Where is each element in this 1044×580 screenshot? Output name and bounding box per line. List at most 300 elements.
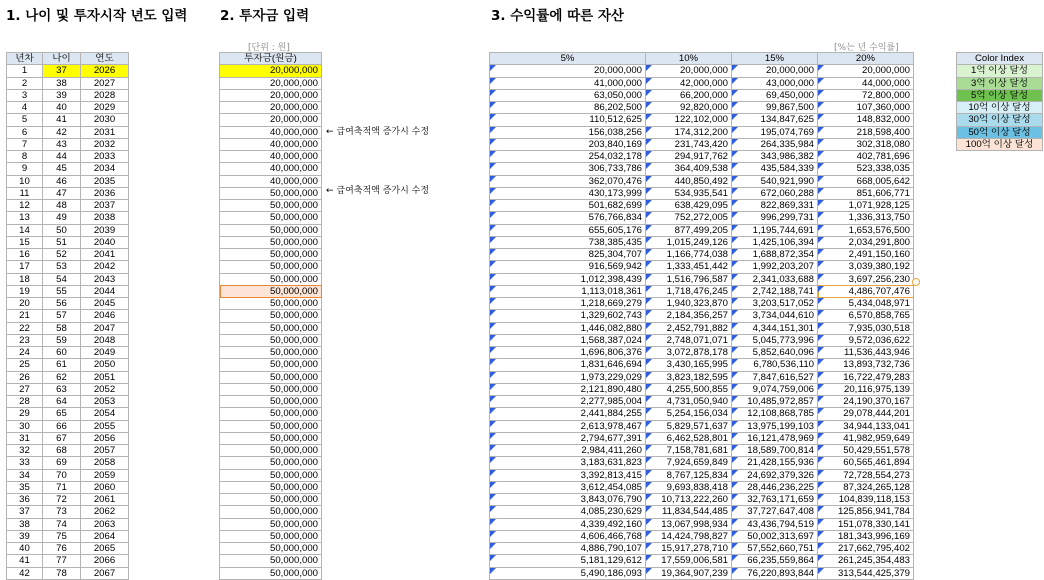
principal-cell[interactable]: 50,000,000 (220, 273, 322, 285)
calendar-year-cell[interactable]: 2057 (81, 445, 129, 457)
calendar-year-cell[interactable]: 2042 (81, 261, 129, 273)
calendar-year-cell[interactable]: 2031 (81, 126, 129, 138)
principal-cell[interactable]: 50,000,000 (220, 494, 322, 506)
asset-20pct-cell[interactable]: 151,078,330,141 (818, 518, 914, 530)
age-cell[interactable]: 54 (43, 273, 81, 285)
asset-5pct-cell[interactable]: 2,277,985,004 (490, 396, 646, 408)
asset-15pct-cell[interactable]: 1,688,872,354 (732, 249, 818, 261)
asset-10pct-cell[interactable]: 174,312,200 (646, 126, 732, 138)
asset-5pct-cell[interactable]: 1,218,669,279 (490, 298, 646, 310)
asset-20pct-cell[interactable]: 2,491,150,160 (818, 249, 914, 261)
asset-5pct-cell[interactable]: 3,392,813,415 (490, 469, 646, 481)
age-cell[interactable]: 63 (43, 383, 81, 395)
age-cell[interactable]: 73 (43, 506, 81, 518)
principal-cell[interactable]: 50,000,000 (220, 457, 322, 469)
asset-20pct-cell[interactable]: 218,598,400 (818, 126, 914, 138)
calendar-year-cell[interactable]: 2052 (81, 383, 129, 395)
asset-15pct-cell[interactable]: 672,060,288 (732, 187, 818, 199)
asset-5pct-cell[interactable]: 916,569,942 (490, 261, 646, 273)
asset-15pct-cell[interactable]: 822,869,331 (732, 200, 818, 212)
principal-cell[interactable]: 50,000,000 (220, 347, 322, 359)
asset-20pct-cell[interactable]: 5,434,048,971 (818, 298, 914, 310)
calendar-year-cell[interactable]: 2026 (81, 65, 129, 77)
year-index-cell[interactable]: 25 (7, 359, 43, 371)
year-index-cell[interactable]: 19 (7, 285, 43, 297)
year-index-cell[interactable]: 21 (7, 310, 43, 322)
calendar-year-cell[interactable]: 2056 (81, 432, 129, 444)
asset-10pct-cell[interactable]: 2,452,791,882 (646, 322, 732, 334)
asset-5pct-cell[interactable]: 156,038,256 (490, 126, 646, 138)
principal-cell[interactable]: 50,000,000 (220, 530, 322, 542)
asset-20pct-cell[interactable]: 11,536,443,946 (818, 347, 914, 359)
asset-10pct-cell[interactable]: 534,935,541 (646, 187, 732, 199)
asset-5pct-cell[interactable]: 4,606,466,768 (490, 530, 646, 542)
principal-cell[interactable]: 20,000,000 (220, 102, 322, 114)
asset-20pct-cell[interactable]: 668,005,642 (818, 175, 914, 187)
year-index-cell[interactable]: 30 (7, 420, 43, 432)
asset-15pct-cell[interactable]: 9,074,759,006 (732, 383, 818, 395)
asset-10pct-cell[interactable]: 1,516,796,587 (646, 273, 732, 285)
calendar-year-cell[interactable]: 2038 (81, 212, 129, 224)
asset-15pct-cell[interactable]: 28,446,236,225 (732, 481, 818, 493)
age-cell[interactable]: 43 (43, 138, 81, 150)
age-cell[interactable]: 49 (43, 212, 81, 224)
principal-cell[interactable]: 50,000,000 (220, 200, 322, 212)
asset-5pct-cell[interactable]: 254,032,178 (490, 151, 646, 163)
principal-cell[interactable]: 50,000,000 (220, 383, 322, 395)
asset-20pct-cell[interactable]: 87,324,265,128 (818, 481, 914, 493)
age-cell[interactable]: 68 (43, 445, 81, 457)
principal-cell[interactable]: 50,000,000 (220, 445, 322, 457)
asset-10pct-cell[interactable]: 42,000,000 (646, 77, 732, 89)
calendar-year-cell[interactable]: 2054 (81, 408, 129, 420)
asset-15pct-cell[interactable]: 57,552,660,751 (732, 543, 818, 555)
asset-20pct-cell[interactable]: 3,039,380,192 (818, 261, 914, 273)
calendar-year-cell[interactable]: 2053 (81, 396, 129, 408)
year-index-cell[interactable]: 23 (7, 334, 43, 346)
year-index-cell[interactable]: 6 (7, 126, 43, 138)
asset-20pct-cell[interactable]: 402,781,696 (818, 151, 914, 163)
calendar-year-cell[interactable]: 2060 (81, 481, 129, 493)
calendar-year-cell[interactable]: 2061 (81, 494, 129, 506)
year-index-cell[interactable]: 11 (7, 187, 43, 199)
principal-cell[interactable]: 40,000,000 (220, 175, 322, 187)
asset-15pct-cell[interactable]: 69,450,000 (732, 89, 818, 101)
asset-15pct-cell[interactable]: 435,584,339 (732, 163, 818, 175)
principal-cell[interactable]: 40,000,000 (220, 163, 322, 175)
asset-20pct-cell[interactable]: 50,429,551,578 (818, 445, 914, 457)
asset-5pct-cell[interactable]: 576,766,834 (490, 212, 646, 224)
asset-5pct-cell[interactable]: 5,490,186,093 (490, 567, 646, 579)
asset-5pct-cell[interactable]: 1,113,018,361 (490, 285, 646, 297)
asset-5pct-cell[interactable]: 2,441,884,255 (490, 408, 646, 420)
year-index-cell[interactable]: 42 (7, 567, 43, 579)
age-cell[interactable]: 65 (43, 408, 81, 420)
principal-cell[interactable]: 50,000,000 (220, 285, 322, 297)
asset-20pct-cell[interactable]: 1,653,576,500 (818, 224, 914, 236)
asset-20pct-cell[interactable]: 9,572,036,622 (818, 334, 914, 346)
age-cell[interactable]: 74 (43, 518, 81, 530)
principal-cell[interactable]: 50,000,000 (220, 396, 322, 408)
asset-10pct-cell[interactable]: 8,767,125,834 (646, 469, 732, 481)
asset-10pct-cell[interactable]: 1,015,249,126 (646, 236, 732, 248)
year-index-cell[interactable]: 18 (7, 273, 43, 285)
asset-5pct-cell[interactable]: 1,446,082,880 (490, 322, 646, 334)
year-index-cell[interactable]: 16 (7, 249, 43, 261)
asset-10pct-cell[interactable]: 638,429,095 (646, 200, 732, 212)
year-index-cell[interactable]: 35 (7, 481, 43, 493)
asset-20pct-cell[interactable]: 125,856,941,784 (818, 506, 914, 518)
asset-10pct-cell[interactable]: 1,166,774,038 (646, 249, 732, 261)
age-cell[interactable]: 66 (43, 420, 81, 432)
asset-20pct-cell[interactable]: 60,565,461,894 (818, 457, 914, 469)
asset-5pct-cell[interactable]: 1,973,229,029 (490, 371, 646, 383)
year-index-cell[interactable]: 10 (7, 175, 43, 187)
asset-10pct-cell[interactable]: 2,184,356,257 (646, 310, 732, 322)
asset-15pct-cell[interactable]: 343,986,382 (732, 151, 818, 163)
principal-cell[interactable]: 20,000,000 (220, 65, 322, 77)
asset-10pct-cell[interactable]: 1,718,476,245 (646, 285, 732, 297)
calendar-year-cell[interactable]: 2059 (81, 469, 129, 481)
asset-10pct-cell[interactable]: 364,409,538 (646, 163, 732, 175)
age-cell[interactable]: 58 (43, 322, 81, 334)
asset-5pct-cell[interactable]: 501,682,699 (490, 200, 646, 212)
asset-20pct-cell[interactable]: 44,000,000 (818, 77, 914, 89)
asset-10pct-cell[interactable]: 294,917,762 (646, 151, 732, 163)
year-index-cell[interactable]: 40 (7, 543, 43, 555)
year-index-cell[interactable]: 3 (7, 89, 43, 101)
asset-15pct-cell[interactable]: 3,203,517,052 (732, 298, 818, 310)
asset-10pct-cell[interactable]: 9,693,838,418 (646, 481, 732, 493)
asset-5pct-cell[interactable]: 3,183,631,823 (490, 457, 646, 469)
principal-cell[interactable]: 20,000,000 (220, 89, 322, 101)
asset-20pct-cell[interactable]: 261,245,354,483 (818, 555, 914, 567)
asset-5pct-cell[interactable]: 430,173,999 (490, 187, 646, 199)
age-cell[interactable]: 38 (43, 77, 81, 89)
asset-15pct-cell[interactable]: 2,341,033,688 (732, 273, 818, 285)
asset-5pct-cell[interactable]: 2,613,978,467 (490, 420, 646, 432)
calendar-year-cell[interactable]: 2045 (81, 298, 129, 310)
year-index-cell[interactable]: 29 (7, 408, 43, 420)
calendar-year-cell[interactable]: 2028 (81, 89, 129, 101)
age-cell[interactable]: 48 (43, 200, 81, 212)
asset-10pct-cell[interactable]: 1,940,323,870 (646, 298, 732, 310)
calendar-year-cell[interactable]: 2051 (81, 371, 129, 383)
principal-cell[interactable]: 50,000,000 (220, 261, 322, 273)
calendar-year-cell[interactable]: 2036 (81, 187, 129, 199)
age-cell[interactable]: 41 (43, 114, 81, 126)
year-index-cell[interactable]: 39 (7, 530, 43, 542)
calendar-year-cell[interactable]: 2047 (81, 322, 129, 334)
asset-10pct-cell[interactable]: 14,424,798,827 (646, 530, 732, 542)
asset-5pct-cell[interactable]: 86,202,500 (490, 102, 646, 114)
age-cell[interactable]: 62 (43, 371, 81, 383)
asset-20pct-cell[interactable]: 851,606,771 (818, 187, 914, 199)
year-index-cell[interactable]: 12 (7, 200, 43, 212)
year-index-cell[interactable]: 20 (7, 298, 43, 310)
age-cell[interactable]: 72 (43, 494, 81, 506)
principal-cell[interactable]: 50,000,000 (220, 371, 322, 383)
calendar-year-cell[interactable]: 2067 (81, 567, 129, 579)
principal-cell[interactable]: 50,000,000 (220, 236, 322, 248)
asset-10pct-cell[interactable]: 7,158,781,681 (646, 445, 732, 457)
asset-15pct-cell[interactable]: 1,195,744,691 (732, 224, 818, 236)
asset-10pct-cell[interactable]: 3,430,165,995 (646, 359, 732, 371)
asset-10pct-cell[interactable]: 6,462,528,801 (646, 432, 732, 444)
age-cell[interactable]: 51 (43, 236, 81, 248)
age-cell[interactable]: 44 (43, 151, 81, 163)
age-cell[interactable]: 40 (43, 102, 81, 114)
age-cell[interactable]: 53 (43, 261, 81, 273)
principal-cell[interactable]: 50,000,000 (220, 408, 322, 420)
asset-15pct-cell[interactable]: 43,436,794,519 (732, 518, 818, 530)
age-cell[interactable]: 50 (43, 224, 81, 236)
asset-5pct-cell[interactable]: 3,843,076,790 (490, 494, 646, 506)
asset-5pct-cell[interactable]: 110,512,625 (490, 114, 646, 126)
year-index-cell[interactable]: 22 (7, 322, 43, 334)
calendar-year-cell[interactable]: 2032 (81, 138, 129, 150)
year-index-cell[interactable]: 17 (7, 261, 43, 273)
year-index-cell[interactable]: 31 (7, 432, 43, 444)
asset-10pct-cell[interactable]: 5,254,156,034 (646, 408, 732, 420)
principal-cell[interactable]: 50,000,000 (220, 469, 322, 481)
asset-5pct-cell[interactable]: 362,070,476 (490, 175, 646, 187)
calendar-year-cell[interactable]: 2049 (81, 347, 129, 359)
year-index-cell[interactable]: 28 (7, 396, 43, 408)
year-index-cell[interactable]: 37 (7, 506, 43, 518)
calendar-year-cell[interactable]: 2029 (81, 102, 129, 114)
asset-15pct-cell[interactable]: 16,121,478,969 (732, 432, 818, 444)
calendar-year-cell[interactable]: 2046 (81, 310, 129, 322)
principal-cell[interactable]: 50,000,000 (220, 322, 322, 334)
principal-cell[interactable]: 50,000,000 (220, 359, 322, 371)
age-cell[interactable]: 55 (43, 285, 81, 297)
age-cell[interactable]: 61 (43, 359, 81, 371)
asset-15pct-cell[interactable]: 5,045,773,996 (732, 334, 818, 346)
asset-15pct-cell[interactable]: 996,299,731 (732, 212, 818, 224)
asset-10pct-cell[interactable]: 5,829,571,637 (646, 420, 732, 432)
asset-15pct-cell[interactable]: 2,742,188,741 (732, 285, 818, 297)
year-index-cell[interactable]: 33 (7, 457, 43, 469)
calendar-year-cell[interactable]: 2037 (81, 200, 129, 212)
asset-5pct-cell[interactable]: 1,329,602,743 (490, 310, 646, 322)
asset-20pct-cell[interactable]: 302,318,080 (818, 138, 914, 150)
asset-5pct-cell[interactable]: 1,696,806,376 (490, 347, 646, 359)
asset-10pct-cell[interactable]: 10,713,222,260 (646, 494, 732, 506)
year-index-cell[interactable]: 27 (7, 383, 43, 395)
asset-5pct-cell[interactable]: 41,000,000 (490, 77, 646, 89)
asset-20pct-cell[interactable]: 2,034,291,800 (818, 236, 914, 248)
asset-15pct-cell[interactable]: 5,852,640,096 (732, 347, 818, 359)
asset-5pct-cell[interactable]: 203,840,169 (490, 138, 646, 150)
asset-5pct-cell[interactable]: 20,000,000 (490, 65, 646, 77)
asset-10pct-cell[interactable]: 92,820,000 (646, 102, 732, 114)
age-cell[interactable]: 37 (43, 65, 81, 77)
age-cell[interactable]: 60 (43, 347, 81, 359)
age-cell[interactable]: 77 (43, 555, 81, 567)
asset-20pct-cell[interactable]: 20,000,000 (818, 65, 914, 77)
age-cell[interactable]: 71 (43, 481, 81, 493)
fill-handle[interactable] (912, 278, 920, 286)
asset-15pct-cell[interactable]: 1,425,106,394 (732, 236, 818, 248)
calendar-year-cell[interactable]: 2030 (81, 114, 129, 126)
asset-5pct-cell[interactable]: 306,733,786 (490, 163, 646, 175)
asset-10pct-cell[interactable]: 19,364,907,239 (646, 567, 732, 579)
asset-10pct-cell[interactable]: 440,850,492 (646, 175, 732, 187)
age-cell[interactable]: 64 (43, 396, 81, 408)
asset-15pct-cell[interactable]: 6,780,536,110 (732, 359, 818, 371)
calendar-year-cell[interactable]: 2035 (81, 175, 129, 187)
principal-cell[interactable]: 50,000,000 (220, 212, 322, 224)
calendar-year-cell[interactable]: 2044 (81, 285, 129, 297)
asset-20pct-cell[interactable]: 16,722,479,283 (818, 371, 914, 383)
calendar-year-cell[interactable]: 2039 (81, 224, 129, 236)
asset-20pct-cell[interactable]: 41,982,959,649 (818, 432, 914, 444)
asset-20pct-cell[interactable]: 313,544,425,379 (818, 567, 914, 579)
calendar-year-cell[interactable]: 2048 (81, 334, 129, 346)
principal-cell[interactable]: 40,000,000 (220, 151, 322, 163)
asset-15pct-cell[interactable]: 264,335,984 (732, 138, 818, 150)
age-cell[interactable]: 78 (43, 567, 81, 579)
age-cell[interactable]: 59 (43, 334, 81, 346)
calendar-year-cell[interactable]: 2033 (81, 151, 129, 163)
asset-5pct-cell[interactable]: 1,012,398,439 (490, 273, 646, 285)
asset-5pct-cell[interactable]: 2,984,411,260 (490, 445, 646, 457)
asset-15pct-cell[interactable]: 1,992,203,207 (732, 261, 818, 273)
asset-15pct-cell[interactable]: 18,589,700,814 (732, 445, 818, 457)
principal-cell[interactable]: 50,000,000 (220, 543, 322, 555)
age-cell[interactable]: 67 (43, 432, 81, 444)
asset-20pct-cell[interactable]: 7,935,030,518 (818, 322, 914, 334)
asset-10pct-cell[interactable]: 3,823,182,595 (646, 371, 732, 383)
asset-15pct-cell[interactable]: 24,692,379,326 (732, 469, 818, 481)
asset-10pct-cell[interactable]: 17,559,006,581 (646, 555, 732, 567)
principal-cell[interactable]: 50,000,000 (220, 298, 322, 310)
age-cell[interactable]: 39 (43, 89, 81, 101)
asset-5pct-cell[interactable]: 4,339,492,160 (490, 518, 646, 530)
asset-20pct-cell[interactable]: 72,728,554,273 (818, 469, 914, 481)
asset-5pct-cell[interactable]: 825,304,707 (490, 249, 646, 261)
asset-20pct-cell[interactable]: 34,944,133,041 (818, 420, 914, 432)
asset-20pct-cell[interactable]: 29,078,444,201 (818, 408, 914, 420)
asset-10pct-cell[interactable]: 3,072,878,178 (646, 347, 732, 359)
year-index-cell[interactable]: 8 (7, 151, 43, 163)
age-cell[interactable]: 47 (43, 187, 81, 199)
calendar-year-cell[interactable]: 2055 (81, 420, 129, 432)
principal-cell[interactable]: 50,000,000 (220, 420, 322, 432)
asset-15pct-cell[interactable]: 4,344,151,301 (732, 322, 818, 334)
asset-10pct-cell[interactable]: 231,743,420 (646, 138, 732, 150)
year-index-cell[interactable]: 2 (7, 77, 43, 89)
asset-10pct-cell[interactable]: 7,924,659,849 (646, 457, 732, 469)
asset-10pct-cell[interactable]: 877,499,205 (646, 224, 732, 236)
asset-20pct-cell[interactable]: 3,697,256,230 (818, 273, 914, 285)
calendar-year-cell[interactable]: 2064 (81, 530, 129, 542)
principal-cell[interactable]: 40,000,000 (220, 126, 322, 138)
asset-5pct-cell[interactable]: 738,385,435 (490, 236, 646, 248)
asset-20pct-cell[interactable]: 6,570,858,765 (818, 310, 914, 322)
year-index-cell[interactable]: 1 (7, 65, 43, 77)
asset-15pct-cell[interactable]: 20,000,000 (732, 65, 818, 77)
asset-15pct-cell[interactable]: 66,235,559,864 (732, 555, 818, 567)
year-index-cell[interactable]: 24 (7, 347, 43, 359)
asset-20pct-cell[interactable]: 13,893,732,736 (818, 359, 914, 371)
asset-15pct-cell[interactable]: 540,921,990 (732, 175, 818, 187)
principal-cell[interactable]: 50,000,000 (220, 481, 322, 493)
age-cell[interactable]: 56 (43, 298, 81, 310)
year-index-cell[interactable]: 38 (7, 518, 43, 530)
age-cell[interactable]: 76 (43, 543, 81, 555)
asset-10pct-cell[interactable]: 2,748,071,071 (646, 334, 732, 346)
asset-10pct-cell[interactable]: 11,834,544,485 (646, 506, 732, 518)
asset-5pct-cell[interactable]: 655,605,176 (490, 224, 646, 236)
calendar-year-cell[interactable]: 2063 (81, 518, 129, 530)
principal-cell[interactable]: 50,000,000 (220, 224, 322, 236)
asset-5pct-cell[interactable]: 5,181,129,612 (490, 555, 646, 567)
principal-cell[interactable]: 50,000,000 (220, 249, 322, 261)
principal-cell[interactable]: 50,000,000 (220, 187, 322, 199)
asset-20pct-cell[interactable]: 20,116,975,139 (818, 383, 914, 395)
asset-10pct-cell[interactable]: 13,067,998,934 (646, 518, 732, 530)
asset-5pct-cell[interactable]: 2,794,677,391 (490, 432, 646, 444)
asset-20pct-cell[interactable]: 1,336,313,750 (818, 212, 914, 224)
asset-20pct-cell[interactable]: 181,343,996,169 (818, 530, 914, 542)
asset-20pct-cell[interactable]: 104,839,118,153 (818, 494, 914, 506)
asset-5pct-cell[interactable]: 4,886,790,107 (490, 543, 646, 555)
asset-5pct-cell[interactable]: 4,085,230,629 (490, 506, 646, 518)
asset-15pct-cell[interactable]: 7,847,616,527 (732, 371, 818, 383)
age-cell[interactable]: 46 (43, 175, 81, 187)
asset-20pct-cell[interactable]: 107,360,000 (818, 102, 914, 114)
asset-15pct-cell[interactable]: 13,975,199,103 (732, 420, 818, 432)
asset-15pct-cell[interactable]: 43,000,000 (732, 77, 818, 89)
asset-10pct-cell[interactable]: 122,102,000 (646, 114, 732, 126)
asset-10pct-cell[interactable]: 15,917,278,710 (646, 543, 732, 555)
year-index-cell[interactable]: 7 (7, 138, 43, 150)
age-cell[interactable]: 70 (43, 469, 81, 481)
principal-cell[interactable]: 50,000,000 (220, 518, 322, 530)
calendar-year-cell[interactable]: 2066 (81, 555, 129, 567)
asset-5pct-cell[interactable]: 3,612,454,085 (490, 481, 646, 493)
asset-20pct-cell[interactable]: 1,071,928,125 (818, 200, 914, 212)
asset-20pct-cell[interactable]: 24,190,370,167 (818, 396, 914, 408)
calendar-year-cell[interactable]: 2043 (81, 273, 129, 285)
asset-15pct-cell[interactable]: 21,428,155,936 (732, 457, 818, 469)
asset-15pct-cell[interactable]: 195,074,769 (732, 126, 818, 138)
calendar-year-cell[interactable]: 2062 (81, 506, 129, 518)
age-cell[interactable]: 52 (43, 249, 81, 261)
year-index-cell[interactable]: 14 (7, 224, 43, 236)
principal-cell[interactable]: 50,000,000 (220, 310, 322, 322)
asset-15pct-cell[interactable]: 50,002,313,697 (732, 530, 818, 542)
year-index-cell[interactable]: 9 (7, 163, 43, 175)
calendar-year-cell[interactable]: 2050 (81, 359, 129, 371)
asset-15pct-cell[interactable]: 37,727,647,408 (732, 506, 818, 518)
asset-15pct-cell[interactable]: 99,867,500 (732, 102, 818, 114)
asset-10pct-cell[interactable]: 4,255,500,855 (646, 383, 732, 395)
principal-cell[interactable]: 20,000,000 (220, 114, 322, 126)
asset-10pct-cell[interactable]: 752,272,005 (646, 212, 732, 224)
calendar-year-cell[interactable]: 2040 (81, 236, 129, 248)
asset-15pct-cell[interactable]: 32,763,171,659 (732, 494, 818, 506)
asset-15pct-cell[interactable]: 10,485,972,857 (732, 396, 818, 408)
asset-10pct-cell[interactable]: 20,000,000 (646, 65, 732, 77)
principal-cell[interactable]: 50,000,000 (220, 506, 322, 518)
year-index-cell[interactable]: 36 (7, 494, 43, 506)
year-index-cell[interactable]: 34 (7, 469, 43, 481)
calendar-year-cell[interactable]: 2041 (81, 249, 129, 261)
asset-5pct-cell[interactable]: 63,050,000 (490, 89, 646, 101)
